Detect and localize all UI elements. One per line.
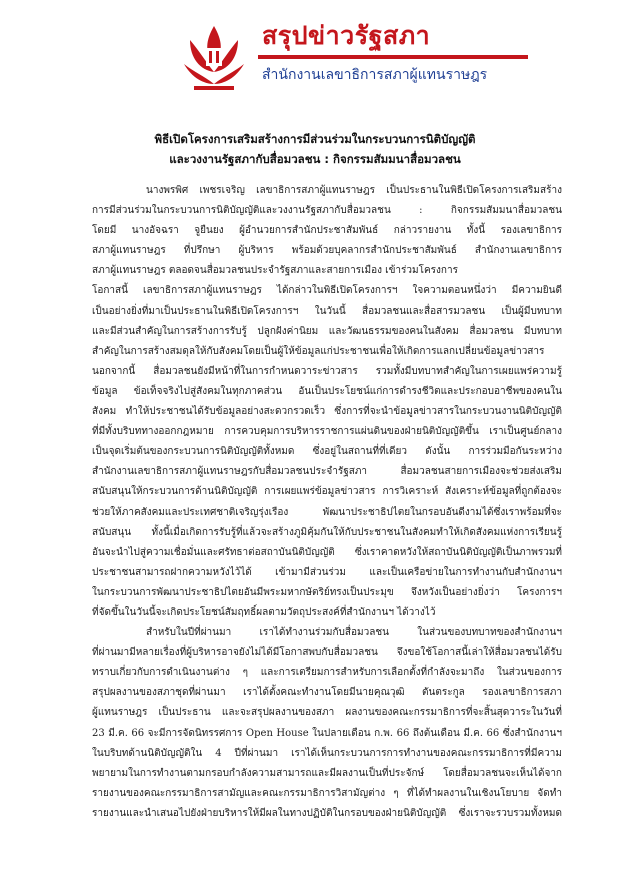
brand-subtitle: สำนักงานเลขาธิการสภาผู้แทนราษฎร [262, 67, 488, 83]
document-header [0, 0, 630, 108]
body-line: ที่ผ่านมามีหลายเรื่องที่ผู้บริหารอาจยังไม่ได้มีโอกาสพบกับสื่อมวลชน จึงขอใช้โอกาสนี้เล่าให้สื่อมวลชนได้รับ [92, 647, 562, 659]
body-line: อันจะนำไปสู่ความเชื่อมั่นและศรัทธาต่อสถาบันนิติบัญญัติ ซึ่งเราคาดหวังให้สถาบันนิติบัญญัติเป็นภาพรวมที่ [92, 546, 562, 558]
document-title-line-1: พิธีเปิดโครงการเสริมสร้างการมีส่วนร่วมในกระบวนการนิติบัญญัติ [154, 132, 476, 146]
document-title-line-2: และวงงานรัฐสภากับสื่อมวลชน : กิจกรรมสัมมนาสื่อมวลชน [169, 152, 461, 166]
article-body [92, 181, 562, 824]
body-line: สำนักงานเลขาธิการสภาผู้แทนราษฎรกับสื่อมวลชนประจำรัฐสภา สื่อมวลชนสายการเมืองจะช่วยส่งเสริม [92, 466, 562, 478]
body-line: ทราบเกี่ยวกับการดำเนินงานต่าง ๆ และการเตรียมการสำหรับการเลือกตั้งที่กำลังจะมาถึง ในส่วนของการ [92, 667, 562, 679]
body-line: สภาผู้แทนราษฎร ตลอดจนสื่อมวลชนประจำรัฐสภาและสายการเมือง เข้าร่วมโครงการ [92, 265, 458, 277]
body-line: สนับสนุนให้กระบวนการด้านนิติบัญญัติ การเผยแพร่ข้อมูลข่าวสาร การวิเคราะห์ สังเคราะห์ข้อมูลที่ถูกต้องจะ [92, 486, 562, 498]
body-line: นางพรพิศ เพชรเจริญ เลขาธิการสภาผู้แทนราษฎร เป็นประธานในพิธีเปิดโครงการเสริมสร้าง [146, 185, 562, 196]
body-line: ในบริบทด้านนิติบัญญัติใน 4 ปีที่ผ่านมา เราได้เห็นกระบวนการการทำงานของคณะกรรมาธิการที่มีความ [92, 747, 562, 759]
body-line: สำหรับในปีที่ผ่านมา เราได้ทำงานร่วมกับสื่อมวลชน ในส่วนของบทบาทของสำนักงานฯ [146, 627, 562, 639]
body-line: ประชาชนสามารถฝากความหวังไว้ได้ เข้ามามีส่วนร่วม และเป็นเครือข่ายในการทำงานกับสำนักงานฯ [92, 566, 562, 578]
body-line: ที่จัดขึ้นในวันนี้จะเกิดประโยชน์สัมฤทธิ์ผลตามวัตถุประสงค์ที่สำนักงานฯ ได้วางไว้ [92, 606, 436, 618]
body-line: สังคม ทำให้ประชาชนได้รับข้อมูลอย่างสะดวกรวดเร็ว ซึ่งการที่จะนำข้อมูลข่าวสารในกระบวนงานนิติบัญญัติ [92, 406, 562, 418]
brand-divider [258, 55, 528, 59]
body-line: สรุปผลงานของสภาชุดที่ผ่านมา เราได้ตั้งคณะทำงานโดยมีนายคุณวุฒิ ตันตระกูล รองเลขาธิการสภา [92, 687, 562, 699]
brand-title: สรุปข่าวรัฐสภา [262, 21, 431, 50]
body-line: รายงานของคณะกรรมาธิการสามัญและคณะกรรมาธิการวิสามัญต่าง ๆ ที่ได้ทำผลงานในเชิงนโยบาย จัดทำ [92, 787, 562, 799]
body-line: ในกระบวนการพัฒนาประชาธิปไตยอันมีพระมหากษัตริย์ทรงเป็นประมุข จึงหวังเป็นอย่างยิ่งว่า โครงการฯ [92, 586, 562, 598]
body-line: เป็นจุดเริ่มต้นของกระบวนการนิติบัญญัติทั้งหมด ซึ่งอยู่ในสถานที่ที่เดียว ดังนั้น การร่วมมือกันระหว่าง [92, 446, 562, 458]
body-line: สนับสนุน ทั้งนี้เมื่อเกิดการรับรู้ที่แล้วจะสร้างภูมิคุ้มกันให้กับประชาชนในสังคมทำให้เกิดสังคมแห่งการเรียนรู้ [92, 526, 562, 538]
body-line: การมีส่วนร่วมในกระบวนการนิติบัญญัติและวงงานรัฐสภากับสื่อมวลชน : กิจกรรมสัมมนาสื่อมวลชน [92, 205, 562, 217]
body-line: นอกจากนี้ สื่อมวลชนยังมีหน้าที่ในการกำหนดวาระข่าวสาร รวมทั้งมีบทบาทสำคัญในการเผยแพร่ความรู้ [92, 365, 562, 377]
body-line: และมีส่วนสำคัญในการสร้างการรับรู้ ปลูกฝังค่านิยม และวัฒนธรรมของคนในสังคม สื่อมวลชน มีบทบาท [92, 325, 562, 337]
body-line: 23 มี.ค. 66 จะมีการจัดนิทรรศการ Open House ในปลายเดือน ก.พ. 66 ถึงต้นเดือน มี.ค. 66 ซึ่งสำนักงานฯ [92, 727, 562, 739]
body-line: สำคัญในการสร้างสมดุลให้กับสังคมโดยเป็นผู้ให้ข้อมูลแก่ประชาชนเพื่อให้เกิดการแลกเปลี่ยนข้อมูลข่าวสาร [92, 345, 545, 357]
body-line: โอกาสนี้ เลขาธิการสภาผู้แทนราษฎร ได้กล่าวในพิธีเปิดโครงการฯ ใจความตอนหนึ่งว่า มีความยินดี [92, 285, 562, 297]
body-line: ผู้แทนราษฎร เป็นประธาน และจะสรุปผลงานของสภา ผลงานของคณะกรรมาธิการที่จะสิ้นสุดวาระในวันที่ [92, 707, 562, 719]
body-line: สภาผู้แทนราษฎร ที่ปรึกษา ผู้บริหาร พร้อมด้วยบุคลากรสำนักประชาสัมพันธ์ สำนักงานเลขาธิการ [92, 245, 562, 257]
body-line: ข้อมูล ข้อเท็จจริงไปสู่สังคมในทุกภาคส่วน อันเป็นประโยชน์แก่การดำรงชีวิตและประกอบอาชีพของคนใน [92, 385, 562, 397]
body-line: โดยมี นางอัจฉรา จูยืนยง ผู้อำนวยการสำนักประชาสัมพันธ์ กล่าวรายงาน ทั้งนี้ รองเลขาธิการ [92, 225, 562, 237]
body-line: พยายามในการทำงานตามกรอบกำลังความสามารถและมีผลงานเป็นที่ประจักษ์ โดยสื่อมวลชนจะเห็นได้จาก [92, 767, 562, 779]
body-line: เป็นอย่างยิ่งที่มาเป็นประธานในพิธีเปิดโครงการฯ ในวันนี้ สื่อมวลชนและสื่อสารมวลชน เป็นผู้มีบทบาท [92, 305, 562, 317]
body-line: ช่วยให้ภาคสังคมและประเทศชาติเจริญรุ่งเรือง พัฒนาประชาธิปไตยในกรอบอันดีงามได้ซึ่งเราพร้อมที่จะ [92, 506, 562, 518]
body-line: ที่มีทั้งบริบททางออกกฎหมาย การควบคุมการบริหารราชการแผ่นดินของฝ่ายนิติบัญญัติขึ้น เราเป็นศูนย์กลาง [92, 426, 562, 438]
body-line: รายงานและนำเสนอไปยังฝ่ายบริหารให้มีผลในทางปฏิบัติในกรอบของฝ่ายนิติบัญญัติ ซึ่งเราจะรวบรวมทั้งหมด [92, 807, 562, 819]
parliament-emblem-icon [176, 18, 252, 94]
